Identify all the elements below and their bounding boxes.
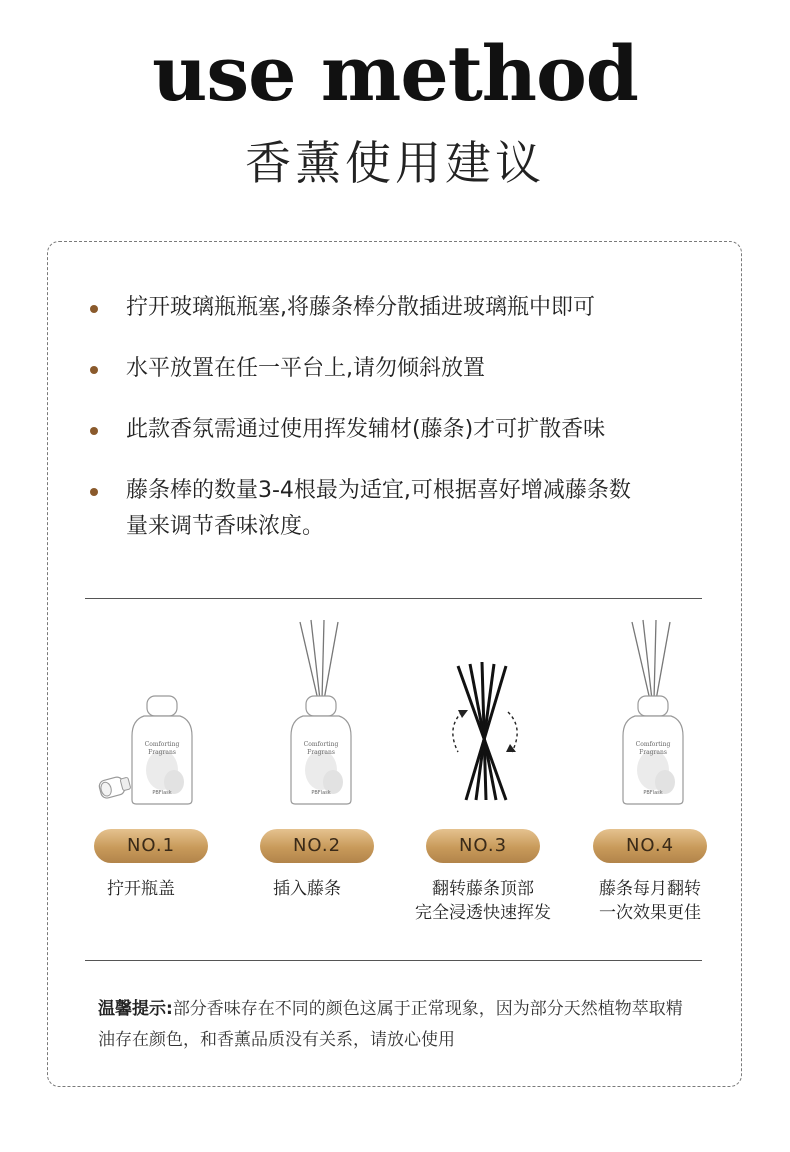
bottle-reeds-monthly-icon xyxy=(618,618,688,808)
svg-text:Fragrans: Fragrans xyxy=(307,749,335,756)
svg-text:Fragrans: Fragrans xyxy=(148,749,176,756)
step-caption: 拧开瓶盖 xyxy=(107,879,175,899)
warm-tip-text: 部分香味存在不同的颜色这属于正常现象，因为部分天然植物萃取精油存在颜色，和香薰品质没有关系，请放心使用 xyxy=(98,999,683,1050)
step-badge: NO.2 xyxy=(260,829,374,863)
step-badge: NO.1 xyxy=(94,829,208,863)
instruction-item: 此款香氛需通过使用挥发辅材(藤条)才可扩散香味 xyxy=(90,412,710,448)
bullet-dot-icon xyxy=(90,366,98,374)
step-badge: NO.3 xyxy=(426,829,540,863)
warm-tip-label: 温馨提示: xyxy=(98,999,173,1019)
svg-text:PBFlask: PBFlask xyxy=(152,790,172,796)
svg-text:PBFlask: PBFlask xyxy=(643,790,663,796)
instruction-item: 藤条棒的数量3-4根最为适宜,可根据喜好增减藤条数量来调节香味浓度。 xyxy=(90,473,650,545)
svg-text:Comforting: Comforting xyxy=(635,741,671,748)
svg-text:PBFlask: PBFlask xyxy=(311,790,331,796)
divider xyxy=(85,598,702,599)
bottle-uncapped-icon xyxy=(90,690,200,810)
bullet-dot-icon xyxy=(90,488,98,496)
svg-text:Comforting: Comforting xyxy=(144,741,180,748)
step-badge: NO.4 xyxy=(593,829,707,863)
flip-reeds-icon xyxy=(440,660,530,805)
bullet-dot-icon xyxy=(90,427,98,435)
instruction-item: 水平放置在任一平台上,请勿倾斜放置 xyxy=(90,351,710,387)
bottle-reeds-icon xyxy=(286,618,356,808)
svg-text:Comforting: Comforting xyxy=(303,741,339,748)
warm-tip xyxy=(98,994,698,1056)
svg-text:Fragrans: Fragrans xyxy=(639,749,667,756)
bullet-dot-icon xyxy=(90,305,98,313)
step-caption: 藤条每月翻转 一次效果更佳 xyxy=(599,879,701,923)
instruction-item: 拧开玻璃瓶瓶塞,将藤条棒分散插进玻璃瓶中即可 xyxy=(90,290,710,326)
divider xyxy=(85,960,702,961)
page-title-cn: 香薰使用建议 xyxy=(245,136,545,190)
page-title-en: use method xyxy=(152,29,638,118)
step-caption: 翻转藤条顶部 完全浸透快速挥发 xyxy=(415,879,551,923)
step-caption: 插入藤条 xyxy=(273,879,341,899)
